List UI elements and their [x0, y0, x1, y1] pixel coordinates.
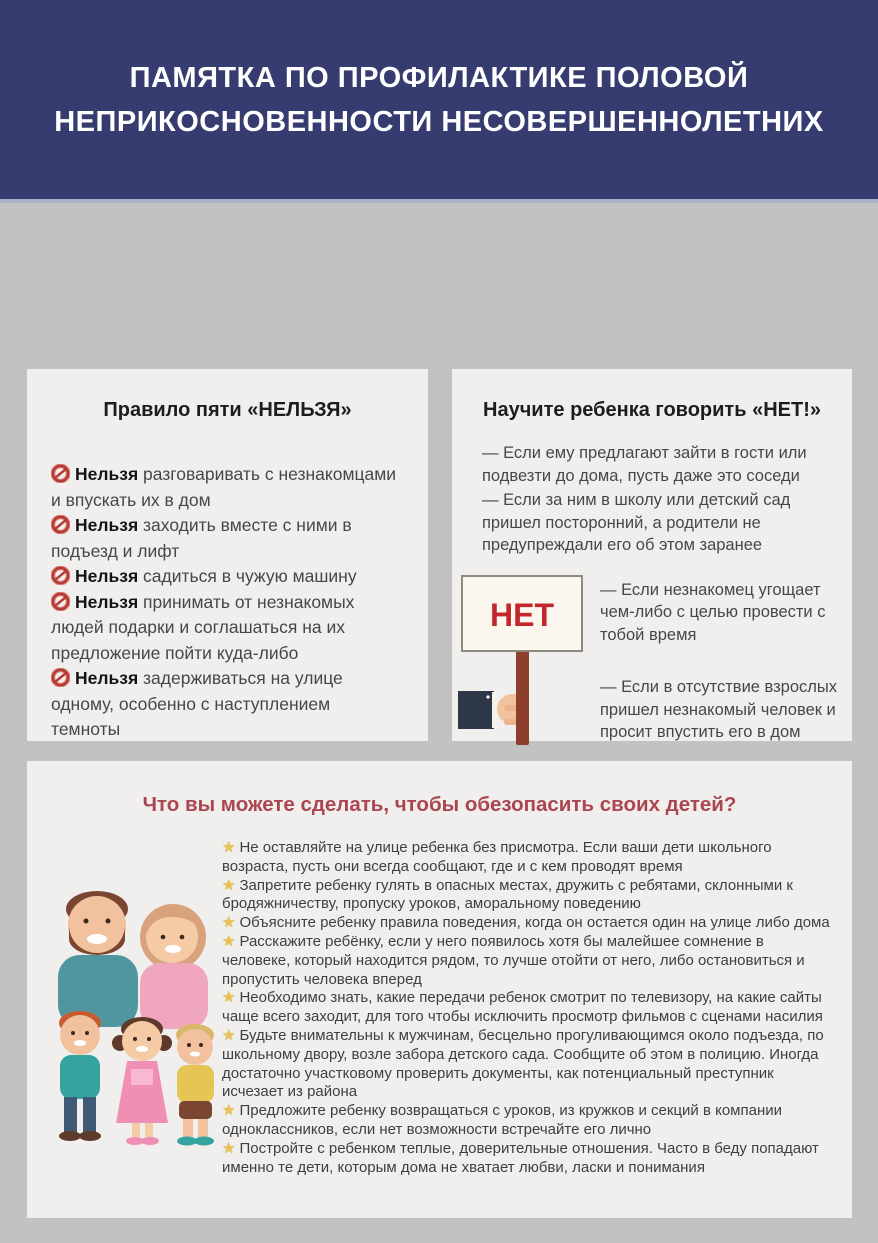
rule-item: Нельзя разговаривать с незнакомцами и впускать их в дом	[51, 464, 397, 510]
safety-item: ★ Объясните ребенку правила поведения, когда он остается один на улице либо дома	[222, 914, 830, 932]
safety-item: ★ Необходимо знать, какие передачи ребенок смотрит по телевизору, на какие сайты чаще всего заходит, для того чтобы исключить просмотр фильмов с сценами насилия	[222, 989, 823, 1026]
prohibition-icon	[51, 464, 70, 483]
poster-title-line-1: ПАМЯТКА ПО ПРОФИЛАКТИКЕ ПОЛОВОЙ	[129, 61, 749, 94]
net-sign-text: НЕТ	[490, 596, 554, 633]
prohibition-icon	[51, 668, 70, 687]
prohibition-icon	[51, 592, 70, 611]
safety-item: ★ Запретите ребенку гулять в опасных местах, дружить с ребятами, склонными к бродяжничеству, пропуску уроков, аморальному поведению	[222, 876, 793, 913]
cards-row	[0, 369, 878, 741]
safety-item: ★ Не оставляйте на улице ребенка без присмотра. Если ваши дети школьного возраста, пусть они всегда сообщают, где и с кем проводят время	[222, 839, 772, 875]
star-icon: ★	[222, 914, 236, 932]
poster-title-line-2: НЕПРИКОСНОВЕННОСТИ НЕСОВЕРШЕННОЛЕТНИХ	[54, 105, 824, 138]
safety-item: ★ Расскажите ребёнку, если у него появилось хотя бы малейшее сомнение в человеке, который находится рядом, то лучше отойти от него, либо остановиться и пропустить человека вперед	[222, 932, 805, 988]
star-icon: ★	[222, 932, 236, 950]
safety-item: ★ Будьте внимательны к мужчинам, бесцельно прогуливающимся около подъезда, по школьному двору, возле забора детского сада. Сообщите об этом в полицию. Иногда достаточно участковому проверить документы, как потенциальный преступник исчезает из района	[222, 1026, 824, 1101]
say-no-card	[452, 369, 852, 741]
say-no-item: — Если в отсутствие взрослых пришел незнакомый человек и просит впустить его в дом	[600, 678, 838, 741]
rules-card	[27, 369, 428, 741]
top-spacer	[0, 203, 878, 369]
star-icon: ★	[222, 1102, 236, 1120]
say-no-item: — Если за ним в школу или детский сад пришел посторонний, а родители не предупреждали его об этом заранее	[482, 491, 791, 554]
say-no-list-top	[482, 442, 828, 557]
star-icon: ★	[222, 839, 236, 856]
rule-item: Нельзя садиться в чужую машину	[51, 564, 402, 590]
rule-item: Нельзя принимать от незнакомых людей подарки и соглашаться на их предложение пойти куда-либо	[51, 591, 355, 663]
rules-list	[51, 462, 402, 743]
safety-card-title: Что вы можете сделать, чтобы обезопасить своих детей?	[142, 793, 737, 816]
safety-list	[222, 839, 830, 1177]
rule-item: Нельзя заходить вместе с ними в подъезд и лифт	[51, 515, 352, 561]
prohibition-icon	[51, 566, 70, 585]
say-no-item: — Если незнакомец угощает чем-либо с целью провести с тобой время	[600, 580, 826, 644]
safety-item: ★ Постройте с ребенком теплые, доверительные отношения. Часто в беду попадают именно те дети, которым дома не хватает любви, ласки и понимания	[222, 1139, 819, 1176]
star-icon: ★	[222, 876, 236, 894]
prohibition-icon	[51, 515, 70, 534]
star-icon: ★	[222, 989, 236, 1007]
star-icon: ★	[222, 1026, 236, 1044]
net-sign-illustration	[458, 573, 588, 750]
header-banner	[0, 0, 878, 203]
safety-card	[27, 761, 852, 1218]
star-icon: ★	[222, 1139, 236, 1157]
safety-item: ★ Предложите ребенку возвращаться с уроков, из кружков и секций в компании одноклассников, если нет возможности встречайте его лично	[222, 1102, 782, 1138]
rule-item: Нельзя задерживаться на улице одному, особенно с наступлением темноты	[51, 668, 343, 739]
say-no-list-bottom	[600, 573, 852, 750]
family-illustration	[45, 873, 225, 1170]
say-no-card-title: Научите ребенка говорить «НЕТ!»	[483, 399, 821, 421]
say-no-item: — Если ему предлагают зайти в гости или подвезти до дома, пусть даже это соседи	[482, 444, 807, 485]
rules-card-title: Правило пяти «НЕЛЬЗЯ»	[103, 399, 352, 421]
sign-row	[452, 573, 852, 750]
